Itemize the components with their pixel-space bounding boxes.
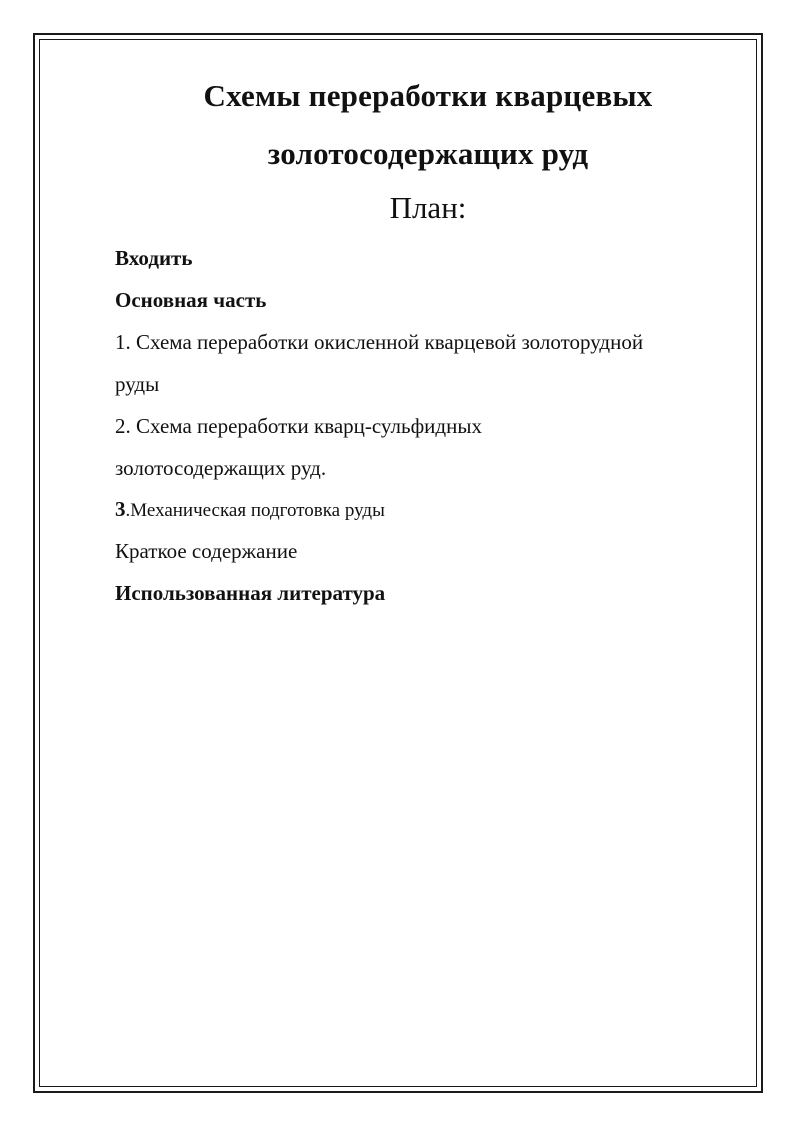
toc-main-part: Основная часть	[115, 288, 267, 312]
toc-intro: Входить	[115, 246, 193, 270]
toc-item-1-line-2: руды	[115, 372, 160, 396]
toc-summary: Краткое содержание	[115, 539, 298, 563]
toc-item-3	[115, 495, 385, 525]
toc-item-3-text: .Механическая подготовка руды	[125, 500, 385, 521]
toc-literature: Использованная литература	[115, 581, 386, 605]
toc-item-3-number: 3	[115, 497, 126, 521]
document-title-line-1: Схемы переработки кварцевых	[203, 78, 653, 113]
document-title-line-2: золотосодержащих руд	[267, 136, 589, 171]
toc-item-2-line-1: 2. Схема переработки кварц-сульфидных	[115, 414, 482, 438]
toc-item-1-line-1: 1. Схема переработки окисленной кварцевой золоторудной	[115, 330, 644, 354]
plan-heading: План:	[389, 190, 467, 225]
toc-item-2-line-2: золотосодержащих руд.	[115, 456, 327, 480]
